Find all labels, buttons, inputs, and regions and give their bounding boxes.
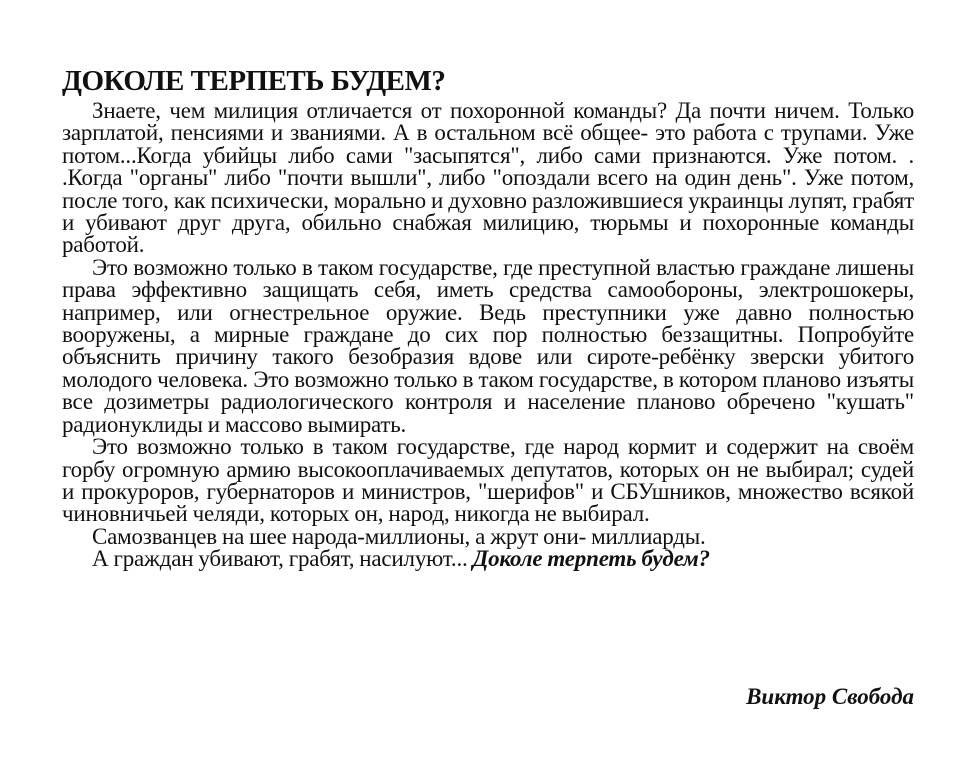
- paragraph-1: Знаете, чем милиция отличается от похоронной команды? Да почти ничем. Только зарплатой, пенсиями и званиями. А в остальном всё общее- это работа с трупами. Уже потом...Когда убийцы либо сами "засыпятся", либо сами признаются. Уже потом. . .Когда "органы" либо "почти вышли", либо "опоздали всего на один день". Уже потом, после того, как психически, морально и духовно разложившиеся украинцы лупят, грабят и убивают друг друга, обильно снабжая милицию, тюрьмы и похоронные команды работой.: [62, 98, 914, 258]
- author-signature: Виктор Свобода: [746, 684, 914, 709]
- closing-line: [62, 548, 914, 570]
- article-title: ДОКОЛЕ ТЕРПЕТЬ БУДЕМ?: [62, 65, 446, 97]
- closing-lead: А граждан убивают, грабят, насилуют...: [92, 546, 473, 572]
- article-body: [62, 100, 914, 571]
- paragraph-2: Это возможно только в таком государстве, где преступной властью граждане лишены права эффективно защищать себя, иметь средства самообороны, электрошокеры, например, или огнестрельное оружие. Ведь преступники уже давно полностью вооружены, а мирные граждане до сих пор полностью беззащитны. Попробуйте объяснить причину такого безобразия вдове или сироте-ребёнку зверски убитого молодого человека. Это возможно только в таком государстве, в котором планово изъяты все дозиметры радиологического контроля и население планово обречено "кушать" радионуклиды и массово вымирать.: [62, 254, 914, 437]
- paragraph-3: Это возможно только в таком государстве, где народ кормит и содержит на своём горбу огромную армию высокооплачиваемых депутатов, которых он не выбирал; судей и прокуроров, губернаторов и министров, "шерифов" и СБУшников, множество всякой чиновничьей челяди, которых он, народ, никогда не выбирал.: [62, 434, 914, 527]
- closing-emphasis: Доколе терпеть будем?: [472, 546, 710, 572]
- article: [62, 64, 914, 571]
- paragraph-4: Самозванцев на шее народа-миллионы, а жрут они- миллиарды.: [92, 523, 706, 549]
